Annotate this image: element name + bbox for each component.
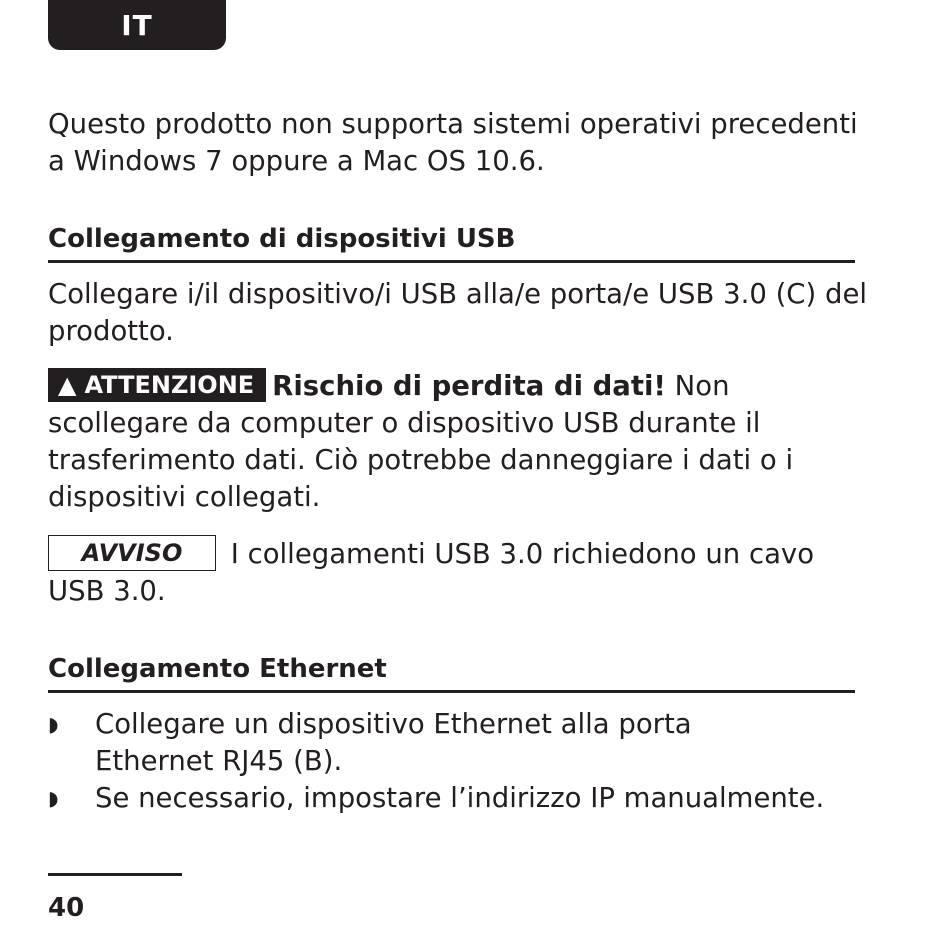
warning-text: Non scollegare da computer o dispositivo USB durante il trasferimento dati. Ciò potrebbe danneggiare i dati o i dispositivi collegati.: [48, 370, 794, 513]
warning-emphasis: Rischio di perdita di dati!: [272, 370, 666, 402]
ethernet-section-heading: Collegamento Ethernet: [48, 652, 855, 693]
warning-label: [48, 368, 266, 402]
bullet-icon: ◗: [48, 712, 59, 736]
warning-label-text: ATTENZIONE: [84, 371, 255, 399]
page-number: 40: [48, 893, 85, 923]
bullet-icon: ◗: [48, 786, 59, 810]
intro-paragraph: Questo prodotto non supporta sistemi operativi precedenti a Windows 7 oppure a Mac OS 10.6.: [48, 108, 858, 177]
warning-paragraph: [48, 368, 868, 516]
ethernet-steps-list: [48, 706, 868, 817]
warning-triangle-icon: ▲: [58, 371, 77, 399]
notice-text: I collegamenti USB 3.0 richiedono un cavo USB 3.0.: [48, 538, 815, 607]
usb-section-heading: Collegamento di dispositivi USB: [48, 222, 855, 263]
usb-section-body: Collegare i/il dispositivo/i USB alla/e porta/e USB 3.0 (C) del prodotto.: [48, 278, 867, 347]
list-item: [48, 780, 868, 817]
language-tab: IT: [48, 0, 226, 50]
list-item-text: Collegare un dispositivo Ethernet alla porta Ethernet RJ45 (B).: [95, 708, 692, 777]
list-item-text: Se necessario, impostare l’indirizzo IP manualmente.: [95, 782, 825, 814]
footer-divider: [48, 873, 182, 876]
notice-paragraph: [48, 535, 868, 610]
list-item: [48, 706, 868, 780]
notice-label: AVVISO: [48, 535, 216, 571]
